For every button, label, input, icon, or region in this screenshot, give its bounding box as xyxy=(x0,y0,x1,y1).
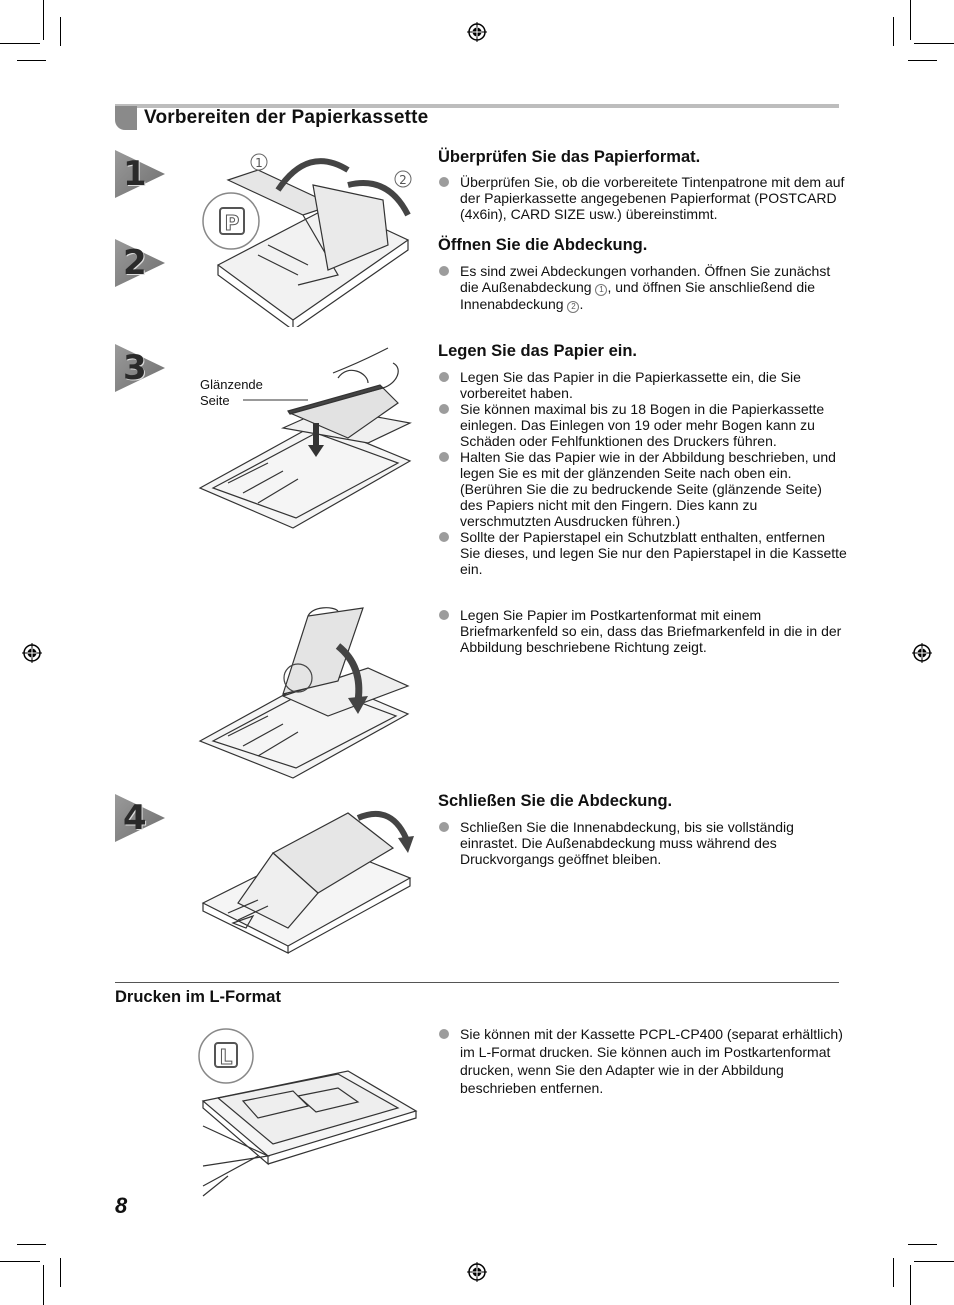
bullet-icon xyxy=(439,266,449,276)
cover-mark-2: 2 xyxy=(399,173,407,187)
step-marker-1: 1 xyxy=(115,150,165,198)
step-4-bullets xyxy=(438,819,848,867)
bullet-icon xyxy=(439,532,449,542)
list-item: Halten Sie das Papier wie in der Abbildung beschrieben, und legen Sie es mit der glänzenden Seite nach oben ein. (Berühren Sie die zu bedruckende Seite (glänzende Seite) des Papiers nicht mit den Fingern. Dies kann zu verschmutzten Ausdrucken führen.) xyxy=(438,449,848,529)
step-2-heading: Öffnen Sie die Abdeckung. xyxy=(438,236,648,254)
bullet-icon xyxy=(439,822,449,832)
crop-mark xyxy=(908,60,937,61)
list-item: Es sind zwei Abdeckungen vorhanden. Öffnen Sie zunächst die Außenabdeckung 1 , und öffnen Sie anschließend die Innenabdeckung 2 . xyxy=(438,263,848,313)
circled-number-1: 1 xyxy=(595,284,607,296)
bullet-icon xyxy=(439,372,449,382)
postcard-orientation-illustration xyxy=(198,606,414,782)
cover-mark-1: 1 xyxy=(255,156,263,170)
list-item: Schließen Sie die Innenabdeckung, bis sie vollständig einrastet. Die Außenabdeckung muss während des Druckvorgangs geöffnet bleiben. xyxy=(438,819,848,867)
step-marker-2: 2 xyxy=(115,239,165,287)
list-item: Überprüfen Sie, ob die vorbereitete Tintenpatrone mit dem auf der Papierkassette angegebenen Papierformat (POSTCARD (4x6in), CARD SIZE usw.) übereinstimmt. xyxy=(438,174,848,222)
list-item: Legen Sie Papier im Postkartenformat mit einem Briefmarkenfeld so ein, dass das Briefmarkenfeld in die in der Abbildung beschriebene Richtung zeigt. xyxy=(438,607,848,655)
bullet-icon xyxy=(439,452,449,462)
p-badge: P xyxy=(224,211,240,235)
crop-mark xyxy=(17,60,46,61)
step-3-bullets xyxy=(438,369,848,577)
step-1-bullets xyxy=(438,174,848,222)
subsection-rule xyxy=(115,982,839,983)
step-marker-3: 3 xyxy=(115,344,165,392)
crop-mark xyxy=(43,0,44,40)
crop-mark xyxy=(908,1244,937,1245)
section-tab xyxy=(115,106,137,130)
subsection-title: Drucken im L-Format xyxy=(115,988,281,1006)
crop-mark xyxy=(17,1244,46,1245)
list-item: Sie können maximal bis zu 18 Bogen in die Papierkassette einlegen. Das Einlegen von 19 oder mehr Bogen kann zu Schäden oder Fehlfunktionen des Druckers führen. xyxy=(438,401,848,449)
insert-paper-illustration xyxy=(198,343,416,533)
step-3-extra-bullets xyxy=(438,607,848,655)
list-item: Legen Sie das Papier in die Papierkassette ein, die Sie vorbereitet haben. xyxy=(438,369,848,401)
page-number: 8 xyxy=(115,1193,128,1218)
l-badge: L xyxy=(219,1045,233,1069)
bullet-icon xyxy=(439,1029,449,1039)
l-format-cassette-illustration xyxy=(198,1026,420,1198)
crop-mark xyxy=(914,1261,954,1262)
crop-mark xyxy=(910,0,911,40)
section-title: Vorbereiten der Papierkassette xyxy=(144,107,429,128)
bullet-icon xyxy=(439,404,449,414)
step-4-heading: Schließen Sie die Abdeckung. xyxy=(438,792,673,810)
crop-mark xyxy=(893,17,894,46)
bullet-icon xyxy=(439,610,449,620)
step-2-bullets xyxy=(438,263,848,313)
crop-mark xyxy=(0,1261,40,1262)
crop-mark xyxy=(910,1265,911,1305)
close-cover-illustration xyxy=(198,808,414,954)
step-3-heading: Legen Sie das Papier ein. xyxy=(438,342,637,360)
registration-mark-icon xyxy=(912,643,932,663)
circled-number-2: 2 xyxy=(567,301,579,313)
cassette-open-covers-illustration xyxy=(198,145,416,327)
registration-mark-icon xyxy=(467,22,487,42)
glossy-side-label: Glänzende Seite xyxy=(200,377,263,408)
list-item: Sie können mit der Kassette PCPL-CP400 (separat erhältlich) im L-Format drucken. Sie können auch im Postkartenformat drucken, wenn Sie den Adapter wie in der Abbildung beschrieben entfernen. xyxy=(438,1025,848,1097)
registration-mark-icon xyxy=(22,643,42,663)
crop-mark xyxy=(893,1258,894,1287)
registration-mark-icon xyxy=(467,1262,487,1282)
crop-mark xyxy=(60,17,61,46)
crop-mark xyxy=(914,43,954,44)
crop-mark xyxy=(60,1258,61,1287)
step-1-heading: Überprüfen Sie das Papierformat. xyxy=(438,148,701,166)
l-format-bullets xyxy=(438,1025,848,1097)
crop-mark xyxy=(43,1265,44,1305)
bullet-icon xyxy=(439,177,449,187)
crop-mark xyxy=(0,43,40,44)
step-marker-4: 4 xyxy=(115,794,165,842)
list-item: Sollte der Papierstapel ein Schutzblatt enthalten, entfernen Sie dieses, und legen Sie nur den Papierstapel in die Kassette ein. xyxy=(438,529,848,577)
